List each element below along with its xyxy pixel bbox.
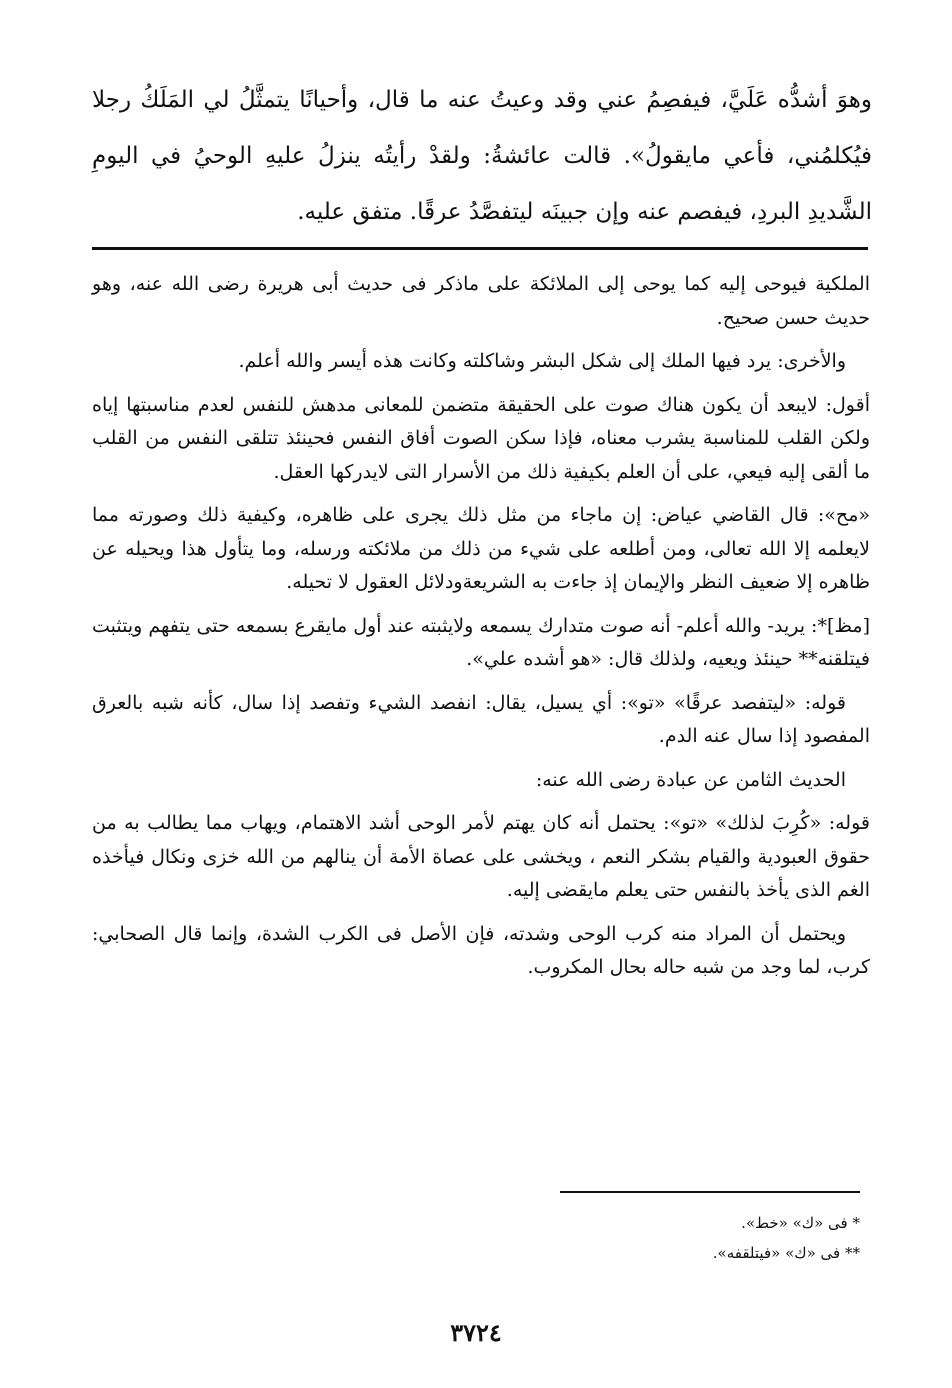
commentary-paragraph: قوله: «ليتفصد عرقًا» «تو»: أي يسيل، يقال: انفصد الشيء وتفصد إذا سال، كأنه شبه بالعرق المفصود إذا سال عنه الدم. bbox=[92, 691, 870, 747]
hadith-paragraph: وهوَ أشدُّه عَلَيَّ، فيفصِمُ عني وقد وعيتُ عنه ما قال، وأحيانًا يتمثَّلُ لي المَلَكُ رجلا فيُكلمُني، فأعي مايقولُ». قالت عائشةُ: ولقدْ رأيتُه ينزلُ عليهِ الوحيُ في اليومِ الشَّديدِ البردِ، فيفصم عنه وإن جبينَه ليتفصَّدُ عرقًا. متفق عليه. bbox=[92, 87, 872, 225]
page-number: ٣٧٢٤ bbox=[450, 1318, 502, 1347]
commentary-paragraph: «مح»: قال القاضي عياض: إن ماجاء من مثل ذلك يجرى على ظاهره، وكيفية ذلك وصورته مما لايعلمه إلا الله تعالى، ومن أطلعه على شيء من ذلك من ملائكته ورسله، وما يتأول هذا ويحيله عن ظاهره إلا ضعيف النظر والإيمان إذ جاءت به الشريعةودلائل العقول لا تحيله. bbox=[92, 504, 870, 593]
hadith-text bbox=[92, 72, 872, 240]
section-heading: الحديث الثامن عن عبادة رضى الله عنه: bbox=[535, 768, 846, 791]
commentary-paragraph: أقول: لايبعد أن يكون هناك صوت على الحقيقة متضمن للمعانى مدهش للنفس لعدم مناسبتها إياه ولكن القلب للمناسبة يشرب معناه، فإذا سكن الصوت أفاق النفس فحينئذ تتلقى النفس من القلب ما ألقى إليه فيعي، على أن العلم بكيفية ذلك من الأسرار التى لايدركها العقل. bbox=[92, 393, 870, 483]
commentary-paragraph: قوله: «كُرِبَ لذلك» «تو»: يحتمل أنه كان يهتم لأمر الوحى أشد الاهتمام، ويهاب مما يطالب به من حقوق العبودية والقيام بشكر النعم ، ويخشى على عصاة الأمة أن ينالهم من الله خزى ونكال فيأخذه الغم الذى يأخذ بالنفس حتى يعلم مايقضى إليه. bbox=[92, 812, 870, 901]
footnote: * فى «ك» «خط». bbox=[741, 1214, 860, 1232]
footnote-divider bbox=[560, 1191, 860, 1193]
commentary-paragraph: [مظ]*: يريد- والله أعلم- أنه صوت متدارك يسمعه ولايثبته عند أول مايقرع بسمعه حتى يتفهم ويتثبت فيتلقنه** حينئذ ويعيه، ولذلك قال: «هو أشده علي». bbox=[92, 614, 870, 670]
main-divider bbox=[92, 247, 868, 250]
footnotes bbox=[560, 1208, 860, 1268]
commentary-paragraph: ويحتمل أن المراد منه كرب الوحى وشدته، فإن الأصل فى الكرب الشدة، وإنما قال الصحابي: كرب، لما وجد من شبه حاله بحال المكروب. bbox=[92, 922, 870, 978]
footnote: ** فى «ك» «فيتلقفه». bbox=[712, 1244, 860, 1262]
commentary-section bbox=[92, 268, 870, 995]
commentary-paragraph: الملكية فيوحى إليه كما يوحى إلى الملائكة على ماذكر فى حديث أبى هريرة رضى الله عنه، وهو حديث حسن صحيح. bbox=[92, 273, 870, 329]
commentary-paragraph: والأخرى: يرد فيها الملك إلى شكل البشر وشاكلته وكانت هذه أيسر والله أعلم. bbox=[238, 350, 846, 372]
